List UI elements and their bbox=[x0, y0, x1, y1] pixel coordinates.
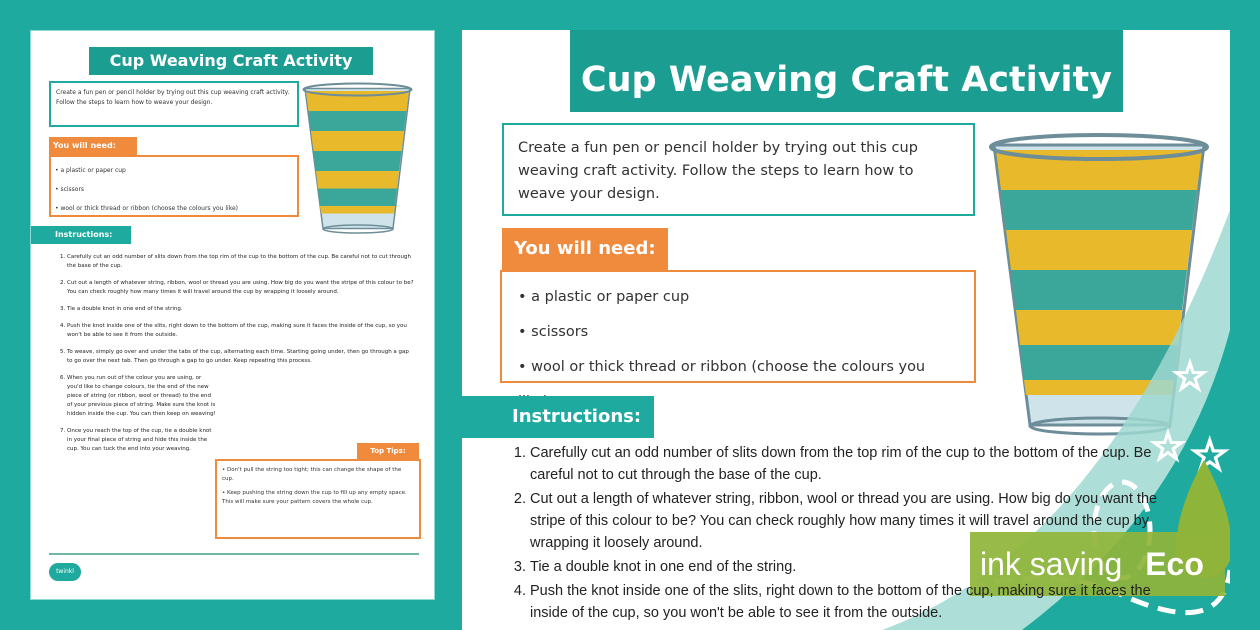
intro-box: Create a fun pen or pencil holder by trying out this cup weaving craft activity. Follow the steps to learn how to weave your design. bbox=[502, 123, 975, 216]
star-icon: ☆ bbox=[1190, 430, 1230, 481]
thumbnail-page[interactable] bbox=[30, 30, 435, 600]
page-title: Cup Weaving Craft Activity bbox=[570, 30, 1123, 112]
tip: • Don't pull the string too tight; this can change the shape of the cup. bbox=[222, 467, 402, 482]
thumb-title: Cup Weaving Craft Activity bbox=[89, 47, 373, 75]
star-icon: ☆ bbox=[1172, 354, 1208, 400]
steps-list bbox=[530, 442, 1190, 626]
step: 3. Tie a double knot in one end of the string. bbox=[530, 556, 1190, 578]
thumb-cup-image bbox=[31, 31, 435, 261]
need-item: • scissors bbox=[55, 186, 85, 193]
step: 3. Tie a double knot in one end of the string. bbox=[67, 305, 415, 314]
main-page[interactable] bbox=[462, 30, 1230, 630]
twinkl-logo: twinkl bbox=[49, 563, 81, 581]
step: 1. Carefully cut an odd number of slits down from the top rim of the cup to the bottom of the cup. Be careful not to cut through the base of the cup. bbox=[530, 442, 1190, 486]
need-item: • wool or thick thread or ribbon (choose the colours you like) bbox=[55, 205, 238, 212]
step: 5. To weave, simply go over and under the tabs of the cup, alternating each time. Starting going under, then go through a gap to go over the next tab. Then go through a gap to go under. Keep repeating this process. bbox=[67, 348, 415, 366]
step: 1. Carefully cut an odd number of slits down from the top rim of the cup to the bottom of the cup. Be careful not to cut through the base of the cup. bbox=[67, 253, 415, 271]
step: 7. Once you reach the top of the cup, tie a double knot in your final piece of string and hide this inside the cup. You can tuck the end into your weaving. bbox=[67, 427, 217, 454]
star-icon: ☆ bbox=[1150, 424, 1186, 470]
footer-divider bbox=[49, 553, 419, 555]
ink-saving-label: ink saving bbox=[980, 546, 1123, 582]
eco-label: Eco bbox=[1145, 546, 1204, 582]
thumb-intro: Create a fun pen or pencil holder by trying out this cup weaving craft activity. Follow the steps to learn how to weave your design. bbox=[49, 81, 299, 127]
need-heading: You will need: bbox=[502, 228, 668, 270]
step: 2. Cut out a length of whatever string, ribbon, wool or thread you are using. How big do you want the stripe of this colour to be? You can check roughly how many times it will travel around the cup by wrapping it loosely around. bbox=[67, 279, 415, 297]
thumb-steps bbox=[67, 253, 415, 462]
step: 4. Push the knot inside one of the slits, right down to the bottom of the cup, making sure it faces the inside of the cup, so you won't be able to see it from the outside. bbox=[530, 580, 1190, 624]
thumb-tips-heading: Top Tips: bbox=[357, 443, 419, 459]
thumb-need-heading: You will need: bbox=[49, 137, 137, 155]
thumb-tips bbox=[215, 459, 421, 539]
need-item: • scissors bbox=[518, 324, 589, 340]
need-item: • a plastic or paper cup bbox=[518, 289, 690, 305]
step: 6. When you run out of the colour you are using, or you'd like to change colours, tie the end of the new piece of string (or ribbon, wool or thread) to the end of your previous piece of string. Make sure the knot is hidden inside the cup. You can then keep on weaving! bbox=[67, 374, 217, 419]
need-item: • wool or thick thread or ribbon (choose the colours you bbox=[518, 359, 926, 375]
tip: • Keep pushing the string down the cup to fill up any empty space. This will make sure your pattern covers the whole cup. bbox=[222, 490, 407, 505]
need-item: • a plastic or paper cup bbox=[55, 167, 126, 174]
instructions-heading: Instructions: bbox=[462, 396, 654, 438]
step: 4. Push the knot inside one of the slits, right down to the bottom of the cup, making sure it faces the inside of the cup, so you won't be able to see it from the outside. bbox=[67, 322, 415, 340]
thumb-instructions-heading: Instructions: bbox=[31, 226, 131, 244]
step: 2. Cut out a length of whatever string, ribbon, wool or thread you are using. How big do you want the stripe of this colour to be? You can check roughly how many times it will travel around the cup by wrapping it loosely around. bbox=[530, 488, 1190, 554]
